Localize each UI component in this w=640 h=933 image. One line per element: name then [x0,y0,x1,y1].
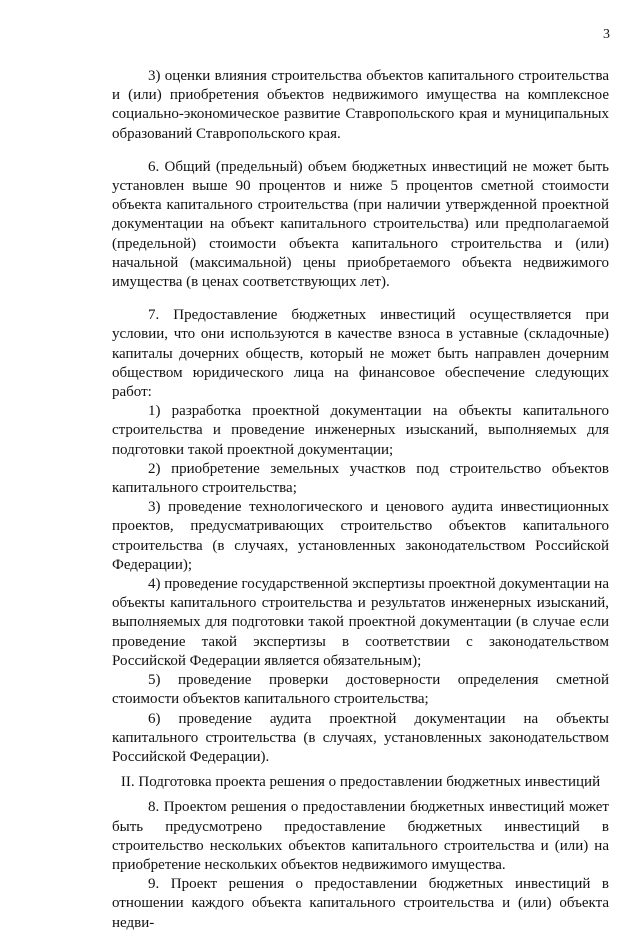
paragraph-6: 6. Общий (предельный) объем бюджетных инвестиций не может быть установлен выше 90 процентов и ниже 5 процентов сметной стоимости объекта капитального строительства (при наличии утвержденной проектной документации на объект капитального строительства) или предполагаемой (предельной) стоимости объекта капитального строительства и (или) начальной (максимальной) цены приобретаемого объекта недвижимого имущества (в ценах соответствующих лет). [112,158,609,291]
paragraph-7-item-4: 4) проведение государственной экспертизы проектной документации на объекты капитального строительства и результатов инженерных изысканий, выполняемых для подготовки такой проектной документации (в случае если проведение такой экспертизы в соответствии с законодательством Российской Федерации является обязательным); [112,576,609,669]
paragraph-7-item-2: 2) приобретение земельных участков под строительство объектов капитального строительства; [112,460,609,497]
paragraph-7-item-6: 6) проведение аудита проектной документации на объекты капитального строительства (в случаях, установленных законодательством Российской Федерации). [112,710,609,765]
page-number: 3 [603,27,610,42]
paragraph-3-item: 3) оценки влияния строительства объектов капитального строительства и (или) приобретения объектов недвижимого имущества на комплексное социально-экономическое развитие Ставропольского края и муниципальных образований Ставропольского края. [112,68,609,142]
paragraph-7-item-5: 5) проведение проверки достоверности определения сметной стоимости объектов капитального строительства; [112,672,609,708]
paragraph-8: 8. Проектом решения о предоставлении бюджетных инвестиций может быть предусмотрено предоставление бюджетных инвестиций в строительство нескольких объектов капитального строительства и (или) на приобретение нескольких объектов недвижимого имущества. [112,799,609,873]
section-heading-2: II. Подготовка проекта решения о предоставлении бюджетных инвестиций [120,774,601,791]
document-body [112,67,609,933]
paragraph-7: 7. Предоставление бюджетных инвестиций осуществляется при условии, что они используются в качестве взноса в уставные (складочные) капиталы дочерних обществ, который не может быть направлен дочерним обществом юридического лица на финансовое обеспечение следующих работ: [112,307,609,401]
paragraph-9: 9. Проект решения о предоставлении бюджетных инвестиций в отношении каждого объекта капитального строительства и (или) объекта недви- [112,876,609,931]
paragraph-7-item-3: 3) проведение технологического и ценового аудита инвестиционных проектов, предусматривающих строительство объектов капитального строительства (в случаях, установленных законодательством Российской Федерации); [112,499,609,573]
paragraph-7-item-1: 1) разработка проектной документации на объекты капитального строительства и проведение инженерных изысканий, выполняемых для подготовки такой проектной документации; [112,403,609,458]
